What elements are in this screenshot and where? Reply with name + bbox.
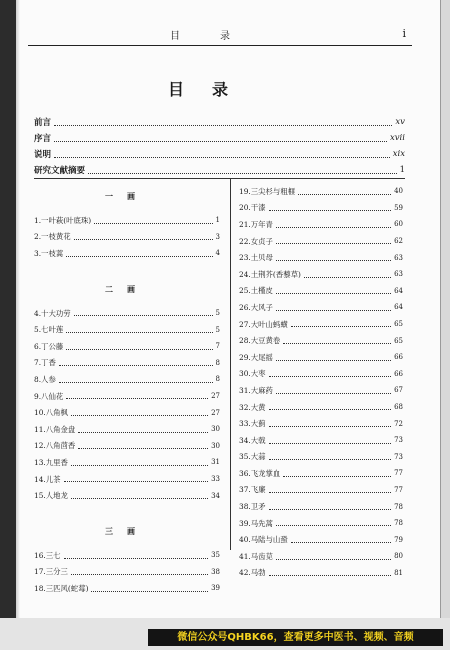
leader-dots (269, 442, 392, 444)
running-head (28, 27, 412, 41)
toc-left-column (34, 183, 220, 597)
running-head-page-number: i (402, 27, 406, 40)
entry-page: 30 (211, 441, 220, 450)
entry-page: 1 (215, 216, 220, 225)
entry-page: 4 (215, 249, 220, 258)
toc-entry[interactable] (239, 449, 403, 466)
entry-label: 34.大戟 (239, 435, 266, 445)
toc-entry[interactable] (239, 399, 403, 416)
leader-dots (276, 292, 391, 294)
entry-label: 38.卫矛 (239, 502, 266, 512)
toc-entry[interactable] (34, 321, 220, 338)
entry-page: 1 (399, 165, 405, 175)
toc-entry[interactable] (239, 548, 403, 565)
entry-label: 8.人参 (34, 374, 56, 384)
toc-entry[interactable] (239, 316, 403, 333)
entry-label: 36.飞龙掌血 (239, 468, 281, 478)
entry-page: 77 (394, 469, 403, 478)
entry-label: 28.大豆黄卷 (239, 336, 281, 346)
entry-label: 40.马陆与山蛩 (239, 535, 288, 545)
entry-page: 66 (394, 353, 403, 362)
toc-entry[interactable] (239, 565, 403, 582)
entry-label: 31.大麻药 (239, 385, 273, 395)
leader-dots (269, 375, 392, 377)
leader-dots (283, 342, 391, 344)
leader-dots (276, 309, 391, 311)
entry-label: 2.一枝黄花 (34, 232, 71, 242)
entry-page: 79 (394, 535, 403, 544)
entry-label: 39.马先蒿 (239, 518, 273, 528)
entry-label: 15.人地龙 (34, 491, 68, 501)
leader-dots (66, 255, 212, 257)
toc-entry[interactable] (34, 229, 220, 246)
leader-dots (64, 480, 209, 482)
leader-dots (71, 497, 208, 499)
entry-page: 5 (215, 325, 220, 334)
entry-page: 34 (211, 491, 220, 500)
entry-page: 72 (394, 419, 403, 428)
leader-dots (269, 458, 392, 460)
leader-dots (91, 590, 208, 592)
entry-label: 11.八角金盘 (34, 424, 76, 434)
leader-dots (276, 558, 391, 560)
entry-page: 33 (211, 475, 220, 484)
toc-entry[interactable] (239, 200, 403, 217)
toc-entry[interactable] (239, 531, 403, 548)
toc-entry-notes[interactable] (34, 146, 405, 162)
leader-dots (71, 573, 208, 575)
toc-entry[interactable] (34, 355, 220, 372)
toc-entry[interactable] (34, 564, 220, 581)
leader-dots (59, 381, 213, 383)
entry-label: 13.九里香 (34, 457, 68, 467)
front-matter-list (34, 114, 405, 178)
entry-page: 78 (394, 519, 403, 528)
leader-dots (269, 491, 392, 493)
toc-entry[interactable] (34, 471, 220, 488)
viewer-scrollbar[interactable] (440, 0, 450, 650)
entry-label: 说明 (34, 150, 52, 160)
entry-label: 16.三七 (34, 550, 61, 560)
leader-dots (78, 447, 208, 449)
entry-page: 40 (394, 187, 403, 196)
leader-dots (276, 259, 391, 261)
toc-entry[interactable] (239, 366, 403, 383)
toc-entry[interactable] (34, 305, 220, 322)
leader-dots (54, 124, 392, 126)
toc-entry[interactable] (239, 465, 403, 482)
leader-dots (276, 392, 391, 394)
toc-entry[interactable] (34, 245, 220, 262)
entry-label: 35.大蒜 (239, 452, 266, 462)
leader-dots (269, 574, 392, 576)
toc-entry[interactable] (239, 299, 403, 316)
entry-label: 22.女贞子 (239, 236, 273, 246)
entry-page: 27 (211, 408, 220, 417)
leader-dots (54, 140, 387, 142)
leader-dots (66, 397, 208, 399)
toc-entry[interactable] (239, 382, 403, 399)
toc-entry[interactable] (239, 432, 403, 449)
entry-page: 39 (211, 584, 220, 593)
entry-page: 64 (394, 303, 403, 312)
leader-dots (269, 408, 392, 410)
page-title: 目录 (167, 80, 256, 99)
entry-label: 41.马齿苋 (239, 551, 273, 561)
entry-label: 1.一叶萩(叶底珠) (34, 215, 92, 225)
toc-right-column (239, 183, 403, 581)
toc-entry[interactable] (34, 212, 220, 229)
header-rule (28, 45, 412, 46)
toc-entry-foreword[interactable] (34, 130, 405, 146)
leader-dots (269, 209, 392, 211)
entry-page: 67 (394, 386, 403, 395)
toc-entry[interactable] (239, 515, 403, 532)
entry-label: 12.八角茴香 (34, 441, 76, 451)
entry-page: 66 (394, 369, 403, 378)
toc-entry[interactable] (239, 415, 403, 432)
leader-dots (66, 348, 212, 350)
entry-label: 前言 (34, 118, 52, 128)
entry-label: 20.干漆 (239, 203, 266, 213)
leader-dots (283, 475, 391, 477)
leader-dots (59, 364, 213, 366)
section-divider (34, 178, 405, 179)
leader-dots (74, 238, 213, 240)
leader-dots (276, 524, 391, 526)
entry-page: xv (395, 117, 405, 127)
entry-label: 3.一枝蒿 (34, 248, 64, 258)
entry-page: 73 (394, 436, 403, 445)
entry-label: 9.八仙花 (34, 391, 64, 401)
toc-entry[interactable] (239, 482, 403, 499)
entry-page: 73 (394, 452, 403, 461)
toc-entry[interactable] (239, 249, 403, 266)
toc-entry-preface[interactable] (34, 114, 405, 130)
leader-dots (276, 226, 391, 228)
leader-dots (304, 276, 391, 278)
entry-label: 19.三尖杉与粗榧 (239, 186, 296, 196)
entry-label: 6.丁公藤 (34, 341, 64, 351)
entry-label: 7.丁香 (34, 358, 56, 368)
entry-page: 30 (211, 425, 220, 434)
entry-label: 4.十大功劳 (34, 308, 71, 318)
entry-page: 80 (394, 552, 403, 561)
toc-entry[interactable] (239, 216, 403, 233)
entry-label: 23.土贝母 (239, 253, 273, 263)
stroke-section-heading: 一画 (105, 191, 149, 201)
entry-label: 25.土槿皮 (239, 286, 273, 296)
toc-entry[interactable] (239, 233, 403, 250)
toc-entry-literature-abstracts[interactable] (34, 162, 405, 178)
toc-entry[interactable] (34, 580, 220, 597)
entry-page: 78 (394, 502, 403, 511)
entry-page: 65 (394, 320, 403, 329)
leader-dots (276, 242, 391, 244)
entry-label: 10.八角枫 (34, 408, 68, 418)
entry-page: 8 (215, 375, 220, 384)
toc-entry[interactable] (34, 421, 220, 438)
entry-page: 64 (394, 286, 403, 295)
entry-label: 27.大叶山蚂蟥 (239, 319, 288, 329)
leader-dots (64, 557, 209, 559)
entry-page: 65 (394, 336, 403, 345)
entry-page: 63 (394, 253, 403, 262)
toc-entry[interactable] (34, 438, 220, 455)
leader-dots (74, 314, 213, 316)
entry-page: 81 (394, 568, 403, 577)
entry-page: 31 (211, 458, 220, 467)
entry-page: xix (392, 149, 405, 159)
toc-entry[interactable] (34, 487, 220, 504)
entry-label: 18.三匹风(蛇莓) (34, 583, 89, 593)
entry-label: 42.马勃 (239, 568, 266, 578)
entry-label: 24.土荆芥(香藜草) (239, 269, 301, 279)
entry-label: 26.大风子 (239, 302, 273, 312)
entry-page: 63 (394, 270, 403, 279)
toc-entry[interactable] (34, 338, 220, 355)
leader-dots (298, 193, 391, 195)
leader-dots (78, 431, 208, 433)
toc-entry[interactable] (239, 332, 403, 349)
leader-dots (94, 222, 212, 224)
entry-label: 序言 (34, 134, 52, 144)
entry-label: 37.飞廉 (239, 485, 266, 495)
toc-entry[interactable] (34, 547, 220, 564)
entry-page: 3 (215, 232, 220, 241)
watermark-banner: 微信公众号QHBK66，查看更多中医书、视频、音频 (148, 629, 443, 646)
entry-label: 32.大黄 (239, 402, 266, 412)
entry-label: 30.大枣 (239, 369, 266, 379)
entry-page: 8 (215, 358, 220, 367)
toc-entry[interactable] (239, 283, 403, 300)
stroke-section-heading: 二画 (105, 283, 149, 294)
leader-dots (276, 359, 391, 361)
leader-dots (291, 541, 391, 543)
toc-entry[interactable] (239, 498, 403, 515)
entry-page: 60 (394, 220, 403, 229)
toc-entry[interactable] (239, 183, 403, 200)
entry-page: 77 (394, 485, 403, 494)
entry-page: 38 (211, 567, 220, 576)
entry-label: 17.三分三 (34, 567, 68, 577)
leader-dots (291, 325, 391, 327)
toc-entry[interactable] (34, 404, 220, 421)
leader-dots (269, 425, 392, 427)
running-head-title: 目录 (170, 31, 270, 42)
entry-page: 35 (211, 551, 220, 560)
entry-page: xvii (389, 133, 405, 143)
leader-dots (54, 156, 390, 158)
entry-page: 68 (394, 403, 403, 412)
entry-label: 14.儿茶 (34, 474, 61, 484)
column-divider (230, 178, 231, 550)
leader-dots (269, 508, 392, 510)
entry-label: 5.七叶莲 (34, 325, 64, 335)
leader-dots (71, 414, 208, 416)
toc-entry[interactable] (239, 266, 403, 283)
leader-dots (66, 331, 212, 333)
leader-dots (71, 464, 208, 466)
entry-label: 29.大尾摇 (239, 352, 273, 362)
entry-page: 7 (215, 342, 220, 351)
toc-entry[interactable] (34, 454, 220, 471)
entry-page: 59 (394, 203, 403, 212)
toc-entry[interactable] (34, 388, 220, 405)
entry-label: 33.大蓟 (239, 419, 266, 429)
leader-dots (88, 172, 397, 174)
entry-label: 研究文献摘要 (34, 166, 86, 176)
toc-entry[interactable] (34, 371, 220, 388)
entry-label: 21.万年青 (239, 219, 273, 229)
stroke-section-heading: 三画 (105, 525, 149, 536)
entry-page: 5 (215, 309, 220, 318)
entry-page: 27 (211, 392, 220, 401)
toc-entry[interactable] (239, 349, 403, 366)
entry-page: 62 (394, 237, 403, 246)
